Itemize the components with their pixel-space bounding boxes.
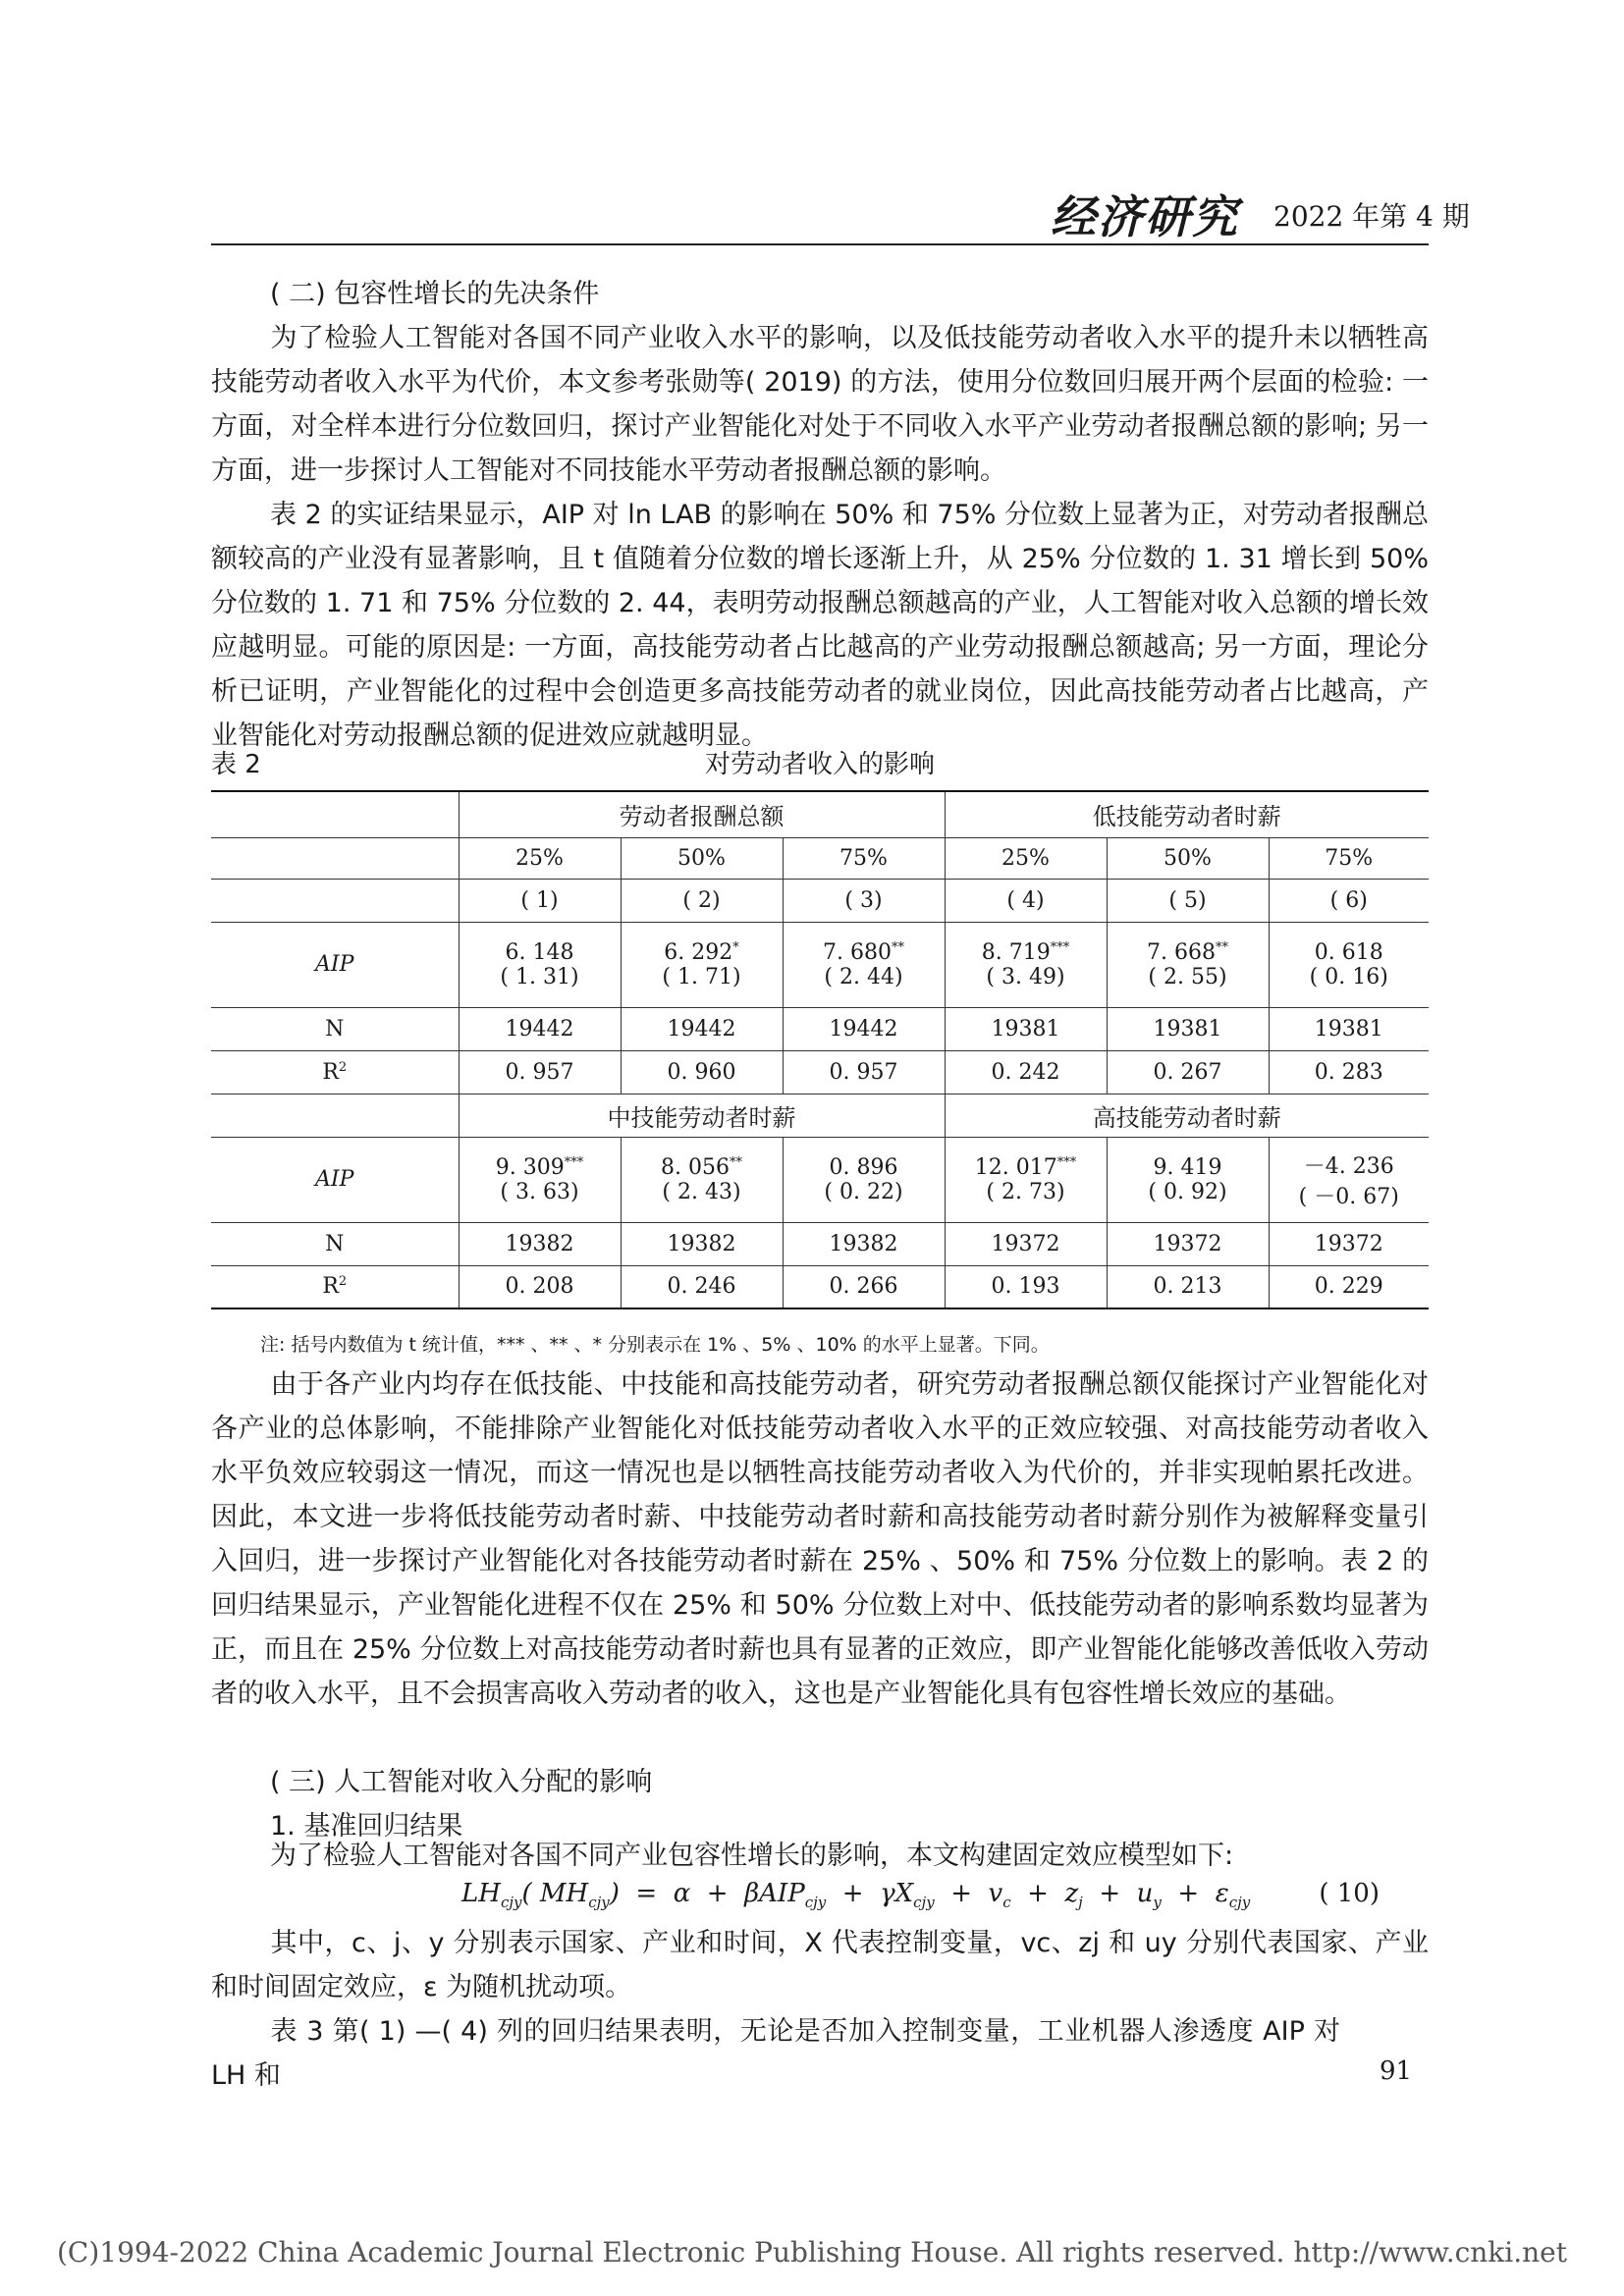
column-number: ( 6) [1329, 887, 1368, 913]
quantile-header: 50% [1107, 837, 1269, 879]
column-number: ( 4) [945, 879, 1107, 922]
row-label-n: N [211, 1007, 459, 1050]
r2-cell: 0. 957 [783, 1050, 945, 1094]
r2-cell: 0. 267 [1107, 1050, 1269, 1094]
table-row [211, 791, 1429, 837]
table-caption [211, 744, 1429, 783]
coef-cell: 6. 148 ( 1. 31) [459, 922, 621, 1007]
n-cell: 19382 [459, 1222, 621, 1265]
quantile-header: 50% [621, 837, 783, 879]
r2-cell: 0. 246 [621, 1265, 783, 1308]
r2-cell: 0. 193 [945, 1265, 1107, 1308]
n-cell: 19382 [783, 1222, 945, 1265]
coef-cell: －4. 236 ( －0. 67) [1298, 1153, 1399, 1209]
column-number: ( 2) [621, 879, 783, 922]
table-label: 表 2 [211, 750, 261, 779]
group-header: 劳动者报酬总额 [459, 791, 945, 837]
results-table [211, 790, 1429, 1309]
group-header: 中技能劳动者时薪 [459, 1094, 945, 1137]
table-row [211, 922, 1429, 1007]
column-number: ( 5) [1107, 879, 1269, 922]
paragraph: 为了检验人工智能对各国不同产业包容性增长的影响，本文构建固定效应模型如下: [270, 1841, 1234, 1871]
table-row [211, 1265, 1429, 1308]
r2-cell: 0. 960 [621, 1050, 783, 1094]
r2-cell: 0. 213 [1107, 1265, 1269, 1308]
r2-cell: 0. 208 [459, 1265, 621, 1308]
paragraph: 表 3 第( 1) —( 4) 列的回归结果表明，无论是否加入控制变量，工业机器人渗透度 AIP 对 LH 和 [211, 2016, 1340, 2091]
paragraph: 其中，c、j、y 分别表示国家、产业和时间，X 代表控制变量，vc、zj 和 uy 分别代表国家、产业和时间固定效应，ε 为随机扰动项。 [211, 1928, 1429, 2002]
page-number: 91 [1380, 2056, 1413, 2086]
n-cell: 19381 [1107, 1007, 1269, 1050]
n-cell: 19381 [945, 1007, 1107, 1050]
section-heading: ( 三) 人工智能对收入分配的影响 [270, 1767, 653, 1797]
coef-cell: 8. 719*** ( 3. 49) [945, 922, 1107, 1007]
issue-label: 2022 年第 4 期 [1273, 200, 1470, 233]
equation [211, 1875, 1429, 1919]
column-number: ( 1) [459, 879, 621, 922]
n-cell: 19442 [459, 1007, 621, 1050]
paragraph: 由于各产业内均存在低技能、中技能和高技能劳动者，研究劳动者报酬总额仅能探讨产业智能化对各产业的总体影响，不能排除产业智能化对低技能劳动者收入水平的正效应较强、对高技能劳动者收入水平负效应较弱这一情况，而这一情况也是以牺牲高技能劳动者收入为代价的，并非实现帕累托改进。因此，本文进一步将低技能劳动者时薪、中技能劳动者时薪和高技能劳动者时薪分别作为被解释变量引入回归，进一步探讨产业智能化对各技能劳动者时薪在 25% 、50% 和 75% 分位数上的影响。表 2 的回归结果显示，产业智能化进程不仅在 25% 和 50% 分位数上对中、低技能劳动者的影响系数均显著为正，而且在 25% 分位数上对高技能劳动者时薪也具有显著的正效应，即产业智能化能够改善低收入劳动者的收入水平，且不会损害高收入劳动者的收入，这也是产业智能化具有包容性增长效应的基础。 [211, 1369, 1429, 1709]
n-cell: 19442 [621, 1007, 783, 1050]
table-row [211, 879, 1429, 922]
quantile-header: 25% [459, 837, 621, 879]
equation-formula: $LH_{cjy}$( $MH_{cjy}) = \alpha + \beta AIP_{cjy} + \gamma X_{cjy} + v_c + z_j + u_y + \varepsilon_{cjy}$ [461, 1879, 1251, 1912]
r2-cell: 0. 266 [783, 1265, 945, 1308]
table-row [211, 1222, 1429, 1265]
table-row [211, 1137, 1429, 1222]
copyright-footer: (C)1994-2022 China Academic Journal Electronic Publishing House. All rights reserved. http://www.cnki.net [56, 2236, 1567, 2269]
r2-cell: 0. 242 [945, 1050, 1107, 1094]
coef-cell: 7. 668** ( 2. 55) [1107, 922, 1269, 1007]
n-cell: 19382 [621, 1222, 783, 1265]
quantile-header: 75% [783, 837, 945, 879]
n-cell: 19381 [1314, 1016, 1383, 1041]
row-label-aip: AIP [211, 1137, 459, 1222]
journal-logo: 经济研究 [1051, 190, 1239, 243]
header-rule [211, 243, 1429, 245]
r2-cell: 0. 229 [1314, 1274, 1383, 1300]
column-number: ( 3) [783, 879, 945, 922]
row-label-r2: $R^2$ [211, 1265, 459, 1308]
n-cell: 19372 [1314, 1231, 1383, 1256]
n-cell: 19372 [1107, 1222, 1269, 1265]
row-label-aip: AIP [211, 922, 459, 1007]
n-cell: 19372 [945, 1222, 1107, 1265]
table-row [211, 837, 1429, 879]
row-label-r2: $R^2$ [211, 1050, 459, 1094]
table-row [211, 1094, 1429, 1137]
table-row [211, 1007, 1429, 1050]
coef-cell: 0. 618 ( 0. 16) [1309, 939, 1388, 989]
paragraph: 为了检验人工智能对各国不同产业收入水平的影响，以及低技能劳动者收入水平的提升未以牺牲高技能劳动者收入水平为代价，本文参考张勋等( 2019) 的方法，使用分位数回归展开两个层面的检验: 一方面，对全样本进行分位数回归，探讨产业智能化对处于不同收入水平产业劳动者报酬总额的影响; 另一方面，进一步探讨人工智能对不同技能水平劳动者报酬总额的影响。 [211, 323, 1429, 486]
table-title: 对劳动者收入的影响 [704, 750, 935, 779]
coef-cell: 12. 017*** ( 2. 73) [945, 1137, 1107, 1222]
quantile-header: 25% [945, 837, 1107, 879]
r2-cell: 0. 283 [1314, 1059, 1383, 1085]
coef-cell: 9. 309*** ( 3. 63) [459, 1137, 621, 1222]
section-heading: ( 二) 包容性增长的先决条件 [270, 279, 600, 309]
coef-cell: 0. 896 ( 0. 22) [783, 1137, 945, 1222]
table-row [211, 1050, 1429, 1094]
page-header [211, 190, 1470, 243]
coef-cell: 7. 680** ( 2. 44) [783, 922, 945, 1007]
table-note: 注: 括号内数值为 t 统计值，*** 、** 、* 分别表示在 1% 、5% 、10% 的水平上显著。下同。 [260, 1334, 1050, 1356]
group-header: 低技能劳动者时薪 [1092, 803, 1281, 831]
coef-cell: 9. 419 ( 0. 92) [1107, 1137, 1269, 1222]
quantile-header: 75% [1325, 845, 1374, 871]
row-label-n: N [211, 1222, 459, 1265]
n-cell: 19442 [783, 1007, 945, 1050]
coef-cell: 8. 056** ( 2. 43) [621, 1137, 783, 1222]
equation-number: ( 10) [1319, 1879, 1380, 1908]
r2-cell: 0. 957 [459, 1050, 621, 1094]
coef-cell: 6. 292* ( 1. 71) [621, 922, 783, 1007]
subsection-heading: 1. 基准回归结果 [270, 1811, 463, 1842]
group-header: 高技能劳动者时薪 [1092, 1103, 1281, 1132]
paragraph: 表 2 的实证结果显示，AIP 对 ln LAB 的影响在 50% 和 75% 分位数上显著为正，对劳动者报酬总额较高的产业没有显著影响，且 t 值随着分位数的增长逐渐上升，从 25% 分位数的 1. 31 增长到 50% 分位数的 1. 71 和 75% 分位数的 2. 44，表明劳动报酬总额越高的产业，人工智能对收入总额的增长效应越明显。可能的原因是: 一方面，高技能劳动者占比越高的产业劳动报酬总额越高; 另一方面，理论分析已证明，产业智能化的过程中会创造更多高技能劳动者的就业岗位，因此高技能劳动者占比越高，产业智能化对劳动报酬总额的促进效应就越明显。 [211, 500, 1430, 751]
